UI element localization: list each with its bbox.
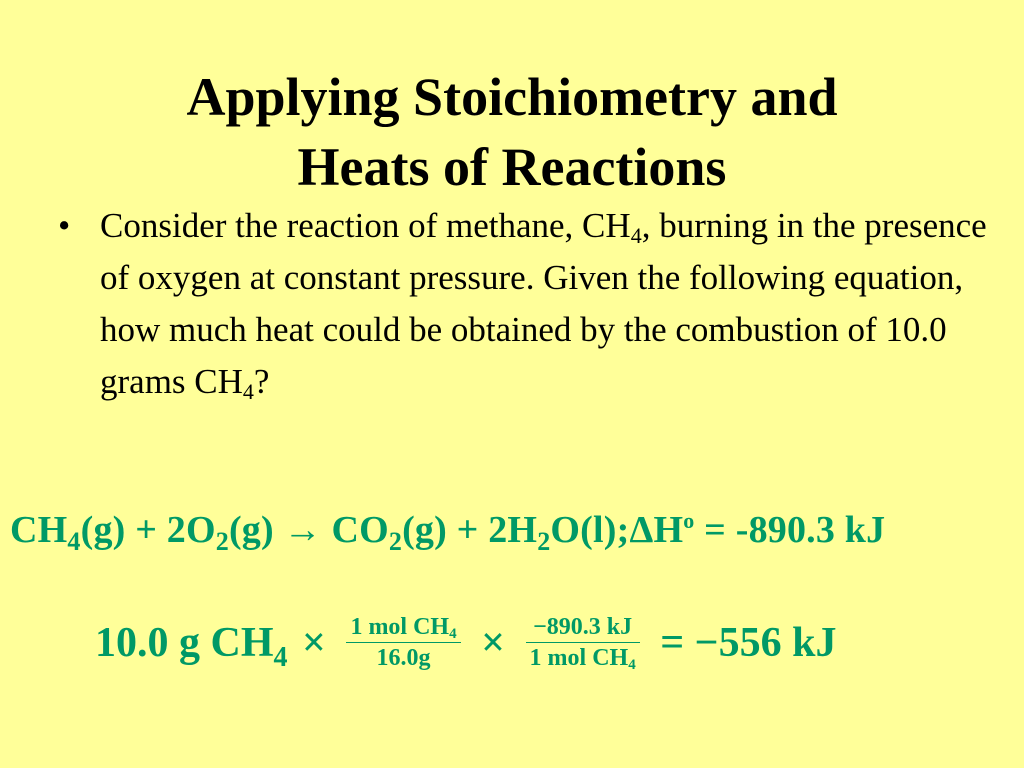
times-sign-1: × <box>302 619 326 666</box>
eq-ch: CH <box>10 509 68 551</box>
frac1-num-sub: 4 <box>449 626 457 642</box>
eq-g1: (g) + 2O <box>80 509 216 551</box>
bullet-item <box>58 200 988 408</box>
fraction-1-denominator: 16.0g <box>376 645 431 671</box>
reaction-equation <box>10 508 886 556</box>
title-line-2: Heats of Reactions <box>297 137 727 197</box>
eq-co2-sub: 2 <box>388 527 403 556</box>
bullet-text-part-2: , burning in the presence of oxygen at constant pressure. Given the following equation, how much heat could be obtained by the combustion of 10.0 grams CH <box>100 206 987 401</box>
bullet-text-part-1: Consider the reaction of methane, CH <box>100 206 631 245</box>
bullet-text-part-3: ? <box>253 362 270 401</box>
fraction-2-denominator <box>526 643 640 673</box>
frac2-den-sub: 4 <box>628 657 636 673</box>
bullet-subscript-2: 4 <box>242 379 254 404</box>
eq-value: = -890.3 kJ <box>694 509 886 551</box>
calc-start-sub: 4 <box>273 641 288 673</box>
fraction-1 <box>346 612 460 673</box>
bullet-marker: • <box>58 206 71 245</box>
eq-h2-sub: 2 <box>537 527 551 556</box>
eq-ch-sub: 4 <box>67 527 81 556</box>
slide-title <box>0 62 1024 202</box>
fraction-2 <box>526 612 640 673</box>
calc-start <box>95 619 288 673</box>
fraction-1-numerator <box>346 612 460 643</box>
bullet-subscript-1: 4 <box>630 223 642 248</box>
title-line-1: Applying Stoichiometry and <box>186 67 838 127</box>
eq-g2: (g) → CO <box>228 509 389 551</box>
calc-start-text: 10.0 g CH <box>95 619 274 666</box>
calculation-equation <box>95 612 840 688</box>
calc-result: = −556 kJ <box>660 619 837 666</box>
eq-g3: (g) + 2H <box>402 509 538 551</box>
times-sign-2: × <box>481 619 506 666</box>
frac1-num-text: 1 mol CH <box>350 614 450 640</box>
frac2-den-text: 1 mol CH <box>529 645 629 671</box>
eq-g4: O(l);ΔH <box>550 509 684 551</box>
eq-o2-sub: 2 <box>215 527 229 556</box>
fraction-2-numerator: −890.3 kJ <box>526 612 640 643</box>
bullet-text <box>100 200 988 408</box>
eq-degree: o <box>683 508 695 533</box>
